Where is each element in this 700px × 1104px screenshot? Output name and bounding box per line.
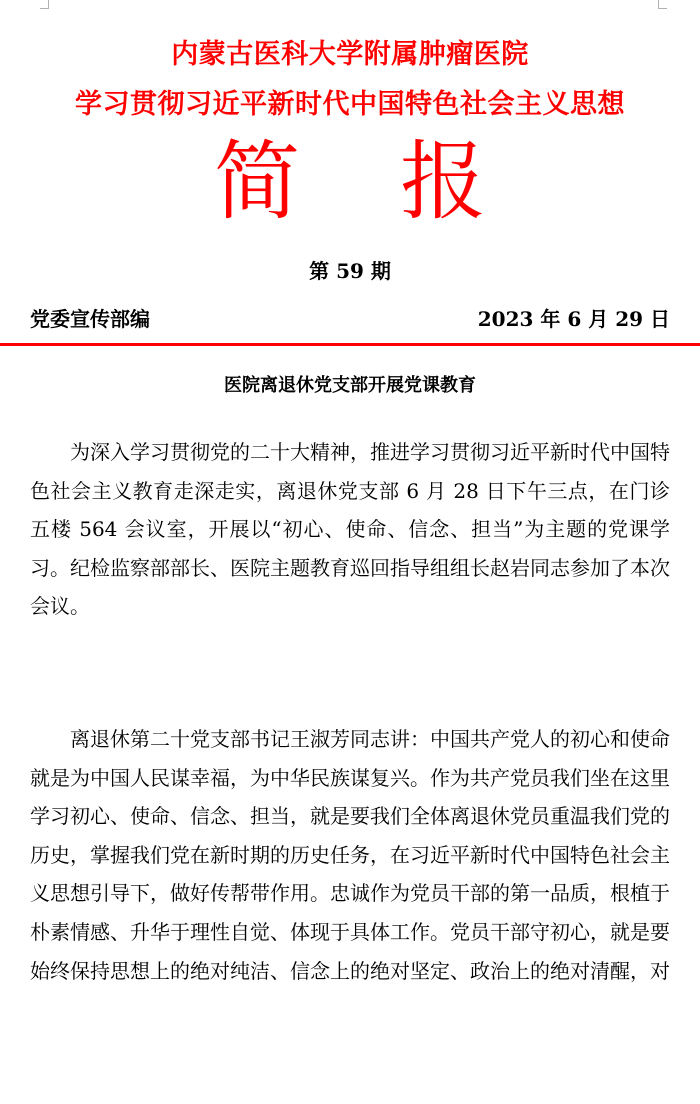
bulletin-title: 简报 (214, 132, 586, 232)
issue-date: 2023 年 6 月 29 日 (477, 307, 670, 331)
header-divider (0, 343, 700, 346)
editor-department: 党委宣传部编 (30, 307, 150, 331)
article-title: 医院离退休党支部开展党课教育 (224, 375, 476, 396)
study-theme-line: 学习贯彻习近平新时代中国特色社会主义思想 (75, 89, 625, 120)
issue-number: 第 59 期 (309, 259, 391, 283)
article-paragraph: 为深入学习贯彻党的二十大精神，推进学习贯彻习近平新时代中国特色社会主义教育走深走实，离退休党支部 6 月 28 日下午三点，在门诊五楼 564 会议室，开展以“初心、使命、信念、担当”为主题的党课学习。纪检监察部部长、医院主题教育巡回指导组组长赵岩同志参加了本次会议。 (30, 440, 670, 619)
crop-mark-top-right (658, 0, 667, 9)
organization-name: 内蒙古医科大学附属肿瘤医院 (171, 39, 529, 70)
crop-mark-top-left (40, 0, 49, 9)
article-paragraph: 离退休第二十党支部书记王淑芳同志讲：中国共产党人的初心和使命就是为中国人民谋幸福，为中华民族谋复兴。作为共产党员我们坐在这里学习初心、使命、信念、担当，就是要我们全体离退休党员重温我们党的历史，掌握我们党在新时期的历史任务，在习近平新时代中国特色社会主义思想引导下，做好传帮带作用。忠诚作为党员干部的第一品质，根植于朴素情感、升华于理性自觉、体现于具体工作。党员干部守初心，就是要始终保持思想上的绝对纯洁、信念上的绝对坚定、政治上的绝对清醒，对 (30, 727, 670, 983)
